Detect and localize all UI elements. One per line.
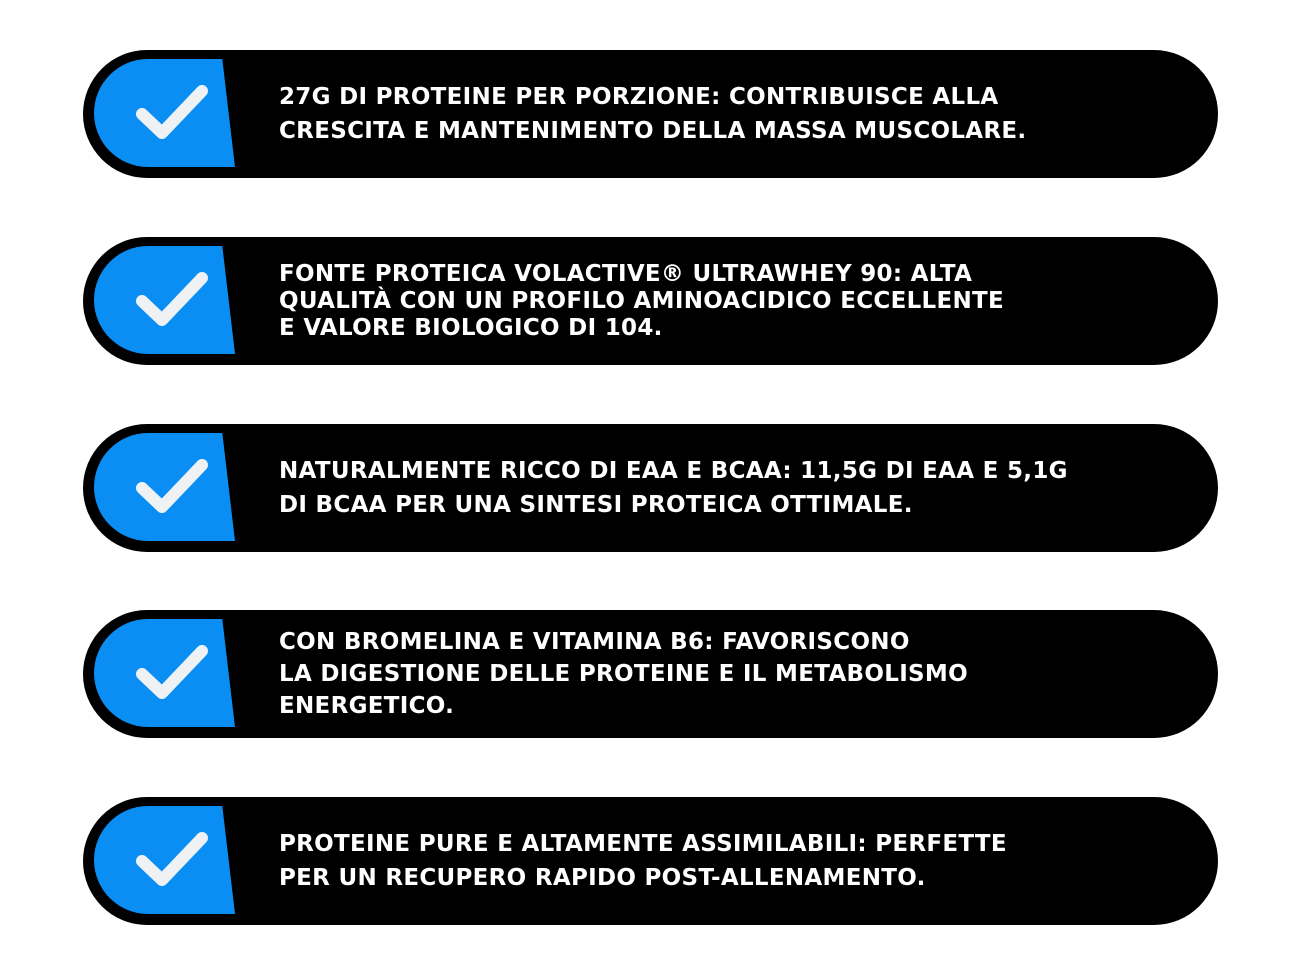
benefit-text [279, 797, 1128, 925]
checkmark-icon [132, 641, 212, 705]
checkmark-icon [132, 81, 212, 145]
checkmark-icon [132, 268, 212, 332]
check-badge [94, 59, 235, 167]
benefit-line: PER UN RECUPERO RAPIDO POST-ALLENAMENTO. [279, 865, 926, 891]
benefit-line: FONTE PROTEICA VOLACTIVE® ULTRAWHEY 90: ALTA [279, 260, 973, 287]
benefit-line: CRESCITA E MANTENIMENTO DELLA MASSA MUSCOLARE. [279, 118, 1027, 144]
benefit-card-protein [83, 50, 1218, 178]
benefit-line: LA DIGESTIONE DELLE PROTEINE E IL METABOLISMO [279, 661, 968, 687]
benefit-line: NATURALMENTE RICCO DI EAA E BCAA: 11,5G DI EAA E 5,1G [279, 458, 1068, 484]
benefit-text [279, 610, 1128, 738]
check-badge [94, 246, 235, 354]
benefit-line: CON BROMELINA E VITAMINA B6: FAVORISCONO [279, 629, 910, 655]
benefit-line: DI BCAA PER UNA SINTESI PROTEICA OTTIMALE. [279, 492, 913, 518]
benefit-card-bromelain [83, 610, 1218, 738]
benefit-line: PROTEINE PURE E ALTAMENTE ASSIMILABILI: PERFETTE [279, 831, 1007, 857]
benefit-card-protein-source [83, 237, 1218, 365]
benefit-line: QUALITÀ CON UN PROFILO AMINOACIDICO ECCELLENTE [279, 287, 1005, 314]
benefit-text [279, 424, 1128, 552]
benefit-line: E VALORE BIOLOGICO DI 104. [279, 314, 663, 341]
checkmark-icon [132, 455, 212, 519]
benefit-text [279, 237, 1128, 365]
check-badge [94, 806, 235, 914]
check-badge [94, 619, 235, 727]
check-badge [94, 433, 235, 541]
benefit-line: 27G DI PROTEINE PER PORZIONE: CONTRIBUISCE ALLA [279, 84, 999, 110]
benefit-line: ENERGETICO. [279, 693, 455, 719]
benefit-card-eaa-bcaa [83, 424, 1218, 552]
benefit-text [279, 50, 1128, 178]
checkmark-icon [132, 828, 212, 892]
benefit-card-recovery [83, 797, 1218, 925]
